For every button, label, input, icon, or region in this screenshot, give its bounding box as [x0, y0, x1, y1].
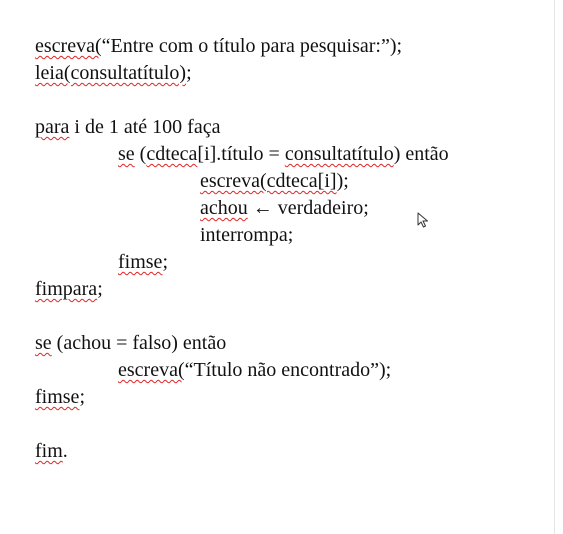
code-line-escreva-cdteca: [200, 169, 349, 193]
code-text: “Entre com o título para pesquisar:”);: [101, 35, 403, 57]
code-line-fim: [35, 439, 68, 463]
code-text: interrompa;: [200, 224, 294, 246]
misspelled-word: leia(consultatítulo): [35, 62, 187, 84]
misspelled-word: para: [35, 116, 70, 138]
code-text: [i].título =: [197, 143, 285, 165]
misspelled-word: consultatítulo: [284, 143, 394, 165]
code-text: ;: [79, 386, 85, 408]
code-line-interrompa: [200, 223, 293, 247]
code-text: ← verdadeiro;: [247, 197, 369, 219]
code-line-fimse-inner: [118, 250, 168, 274]
misspelled-word: cdteca: [146, 143, 198, 165]
code-line-fimse-outer: [35, 385, 85, 409]
misspelled-word: se: [118, 143, 135, 165]
code-text: “Título não encontrado”);: [184, 359, 392, 381]
code-text: (achou = falso) então: [51, 332, 227, 354]
misspelled-word: escreva(: [35, 35, 102, 57]
misspelled-word: escreva(: [118, 359, 185, 381]
code-text: i de 1 até 100 faça: [69, 116, 221, 138]
code-line-se-achou: [35, 331, 226, 355]
mouse-pointer-icon: [417, 212, 429, 228]
code-text: ) então: [393, 143, 449, 165]
code-line-se-condition: [118, 142, 449, 166]
page-edge-divider: [554, 0, 555, 534]
code-line-achou-assign: [200, 196, 369, 220]
code-text: ;: [186, 62, 192, 84]
misspelled-word: fim: [35, 440, 63, 462]
code-text: .: [62, 440, 68, 462]
code-text: ;: [162, 251, 168, 273]
code-line-para-loop: [35, 115, 220, 139]
misspelled-word: escreva(cdteca[i]: [200, 170, 337, 192]
code-text: ;: [97, 278, 103, 300]
misspelled-word: fimse: [118, 251, 163, 273]
misspelled-word: fimpara: [35, 278, 98, 300]
misspelled-word: fimse: [35, 386, 80, 408]
misspelled-word: se: [35, 332, 52, 354]
code-text: );: [336, 170, 349, 192]
code-line-fimpara: [35, 277, 103, 301]
code-text: (: [134, 143, 147, 165]
code-line-leia: [35, 61, 192, 85]
code-line-escreva-prompt: [35, 34, 402, 58]
code-line-escreva-not-found: [118, 358, 391, 382]
misspelled-word: achou: [200, 197, 248, 219]
